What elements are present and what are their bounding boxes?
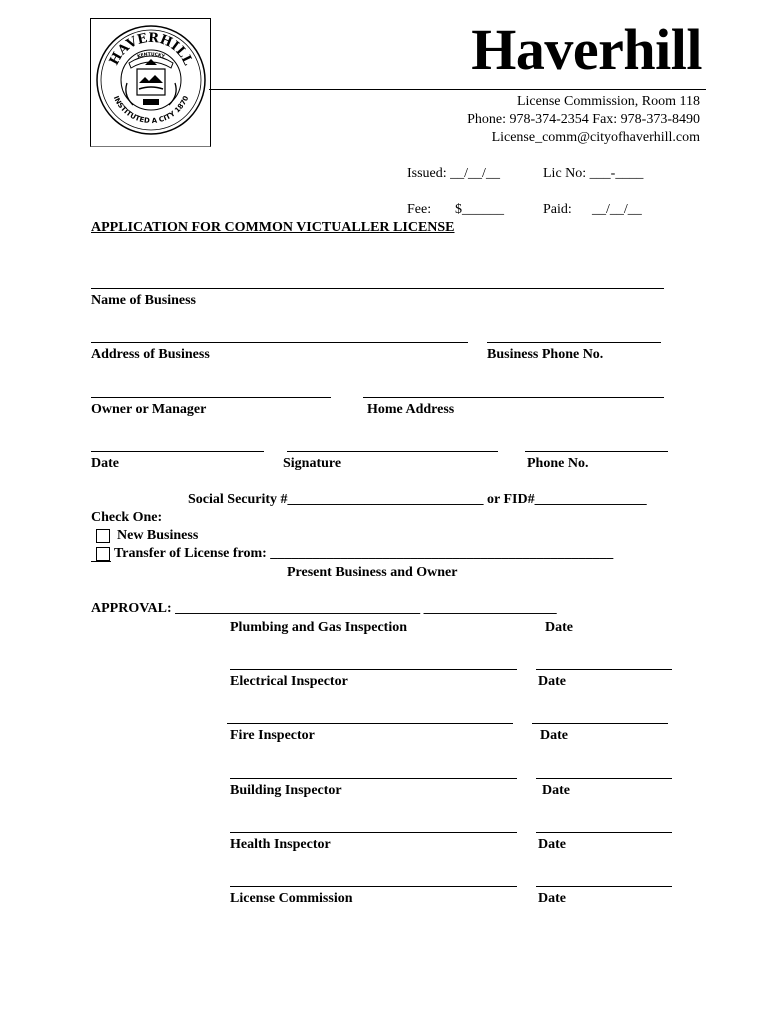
date-label-electrical: Date xyxy=(538,674,566,689)
signature-line[interactable] xyxy=(287,451,498,452)
inspector-label-license-commission: License Commission xyxy=(230,891,353,906)
inspector-label-health: Health Inspector xyxy=(230,837,331,852)
license-number-field: Lic No: ___-____ xyxy=(543,166,644,181)
date-label-health: Date xyxy=(538,837,566,852)
fee-label: Fee: xyxy=(407,202,432,217)
phone-line[interactable] xyxy=(525,451,668,452)
ssn-fid-field[interactable]: Social Security #____________________________ or FID#________________ xyxy=(188,492,647,507)
name-of-business-line[interactable] xyxy=(91,288,664,289)
name-of-business-label: Name of Business xyxy=(91,293,197,308)
checkbox-underline xyxy=(91,561,111,562)
city-title: Haverhill xyxy=(471,17,702,82)
date-label-plumbing: Date xyxy=(545,620,573,635)
business-phone-label: Business Phone No. xyxy=(487,347,604,362)
seal-bottom-text: INSTITUTED A CITY 1870 xyxy=(111,94,191,126)
address-of-business-label: Address of Business xyxy=(91,347,210,362)
home-address-label: Home Address xyxy=(367,402,455,417)
date-line[interactable] xyxy=(91,451,264,452)
inspector-label-building: Building Inspector xyxy=(230,783,342,798)
office-email: License_comm@cityofhaverhill.com xyxy=(491,130,700,145)
date-line-electrical[interactable] xyxy=(536,669,672,670)
new-business-checkbox[interactable] xyxy=(96,529,110,543)
city-seal-frame xyxy=(90,18,211,147)
header-divider xyxy=(209,89,706,90)
signature-line-health[interactable] xyxy=(230,832,517,833)
signature-line-building[interactable] xyxy=(230,778,517,779)
date-line-license-commission[interactable] xyxy=(536,886,672,887)
office-address: License Commission, Room 118 xyxy=(516,94,700,109)
date-line-health[interactable] xyxy=(536,832,672,833)
business-phone-line[interactable] xyxy=(487,342,661,343)
signature-line-fire[interactable] xyxy=(227,723,513,724)
inspector-label-fire: Fire Inspector xyxy=(230,728,315,743)
office-contact: Phone: 978-374-2354 Fax: 978-373-8490 xyxy=(467,112,700,127)
home-address-line[interactable] xyxy=(363,397,664,398)
paid-label: Paid: xyxy=(543,202,572,217)
owner-label: Owner or Manager xyxy=(91,402,207,417)
owner-line[interactable] xyxy=(91,397,331,398)
date-label-license-commission: Date xyxy=(538,891,566,906)
form-title: APPLICATION FOR COMMON VICTUALLER LICENSE xyxy=(91,220,455,235)
seal-top-text: HAVERHILL xyxy=(106,30,196,68)
date-line-building[interactable] xyxy=(536,778,672,779)
date-label: Date xyxy=(91,456,119,471)
haverhill-city-seal-icon xyxy=(93,23,208,138)
signature-line-electrical[interactable] xyxy=(230,669,517,670)
approval-field[interactable]: APPROVAL: ___________________________________ ___________________ xyxy=(91,601,557,616)
present-business-label: Present Business and Owner xyxy=(287,565,458,580)
paid-field: __/__/__ xyxy=(592,202,642,217)
date-line-fire[interactable] xyxy=(532,723,668,724)
date-label-building: Date xyxy=(542,783,570,798)
transfer-license-field[interactable]: Transfer of License from: _________________________________________________ xyxy=(114,546,614,561)
issued-field: Issued: __/__/__ xyxy=(407,166,500,181)
address-of-business-line[interactable] xyxy=(91,342,468,343)
phone-label: Phone No. xyxy=(527,456,589,471)
transfer-license-checkbox[interactable] xyxy=(96,547,110,561)
signature-label: Signature xyxy=(283,456,342,471)
check-one-label: Check One: xyxy=(91,510,163,525)
new-business-label: New Business xyxy=(117,528,199,543)
seal-ribbon-text: KENTUCKY xyxy=(136,52,166,60)
date-label-fire: Date xyxy=(540,728,568,743)
inspector-label-plumbing: Plumbing and Gas Inspection xyxy=(230,620,407,635)
inspector-label-electrical: Electrical Inspector xyxy=(230,674,348,689)
fee-field: $______ xyxy=(455,202,504,217)
signature-line-license-commission[interactable] xyxy=(230,886,517,887)
